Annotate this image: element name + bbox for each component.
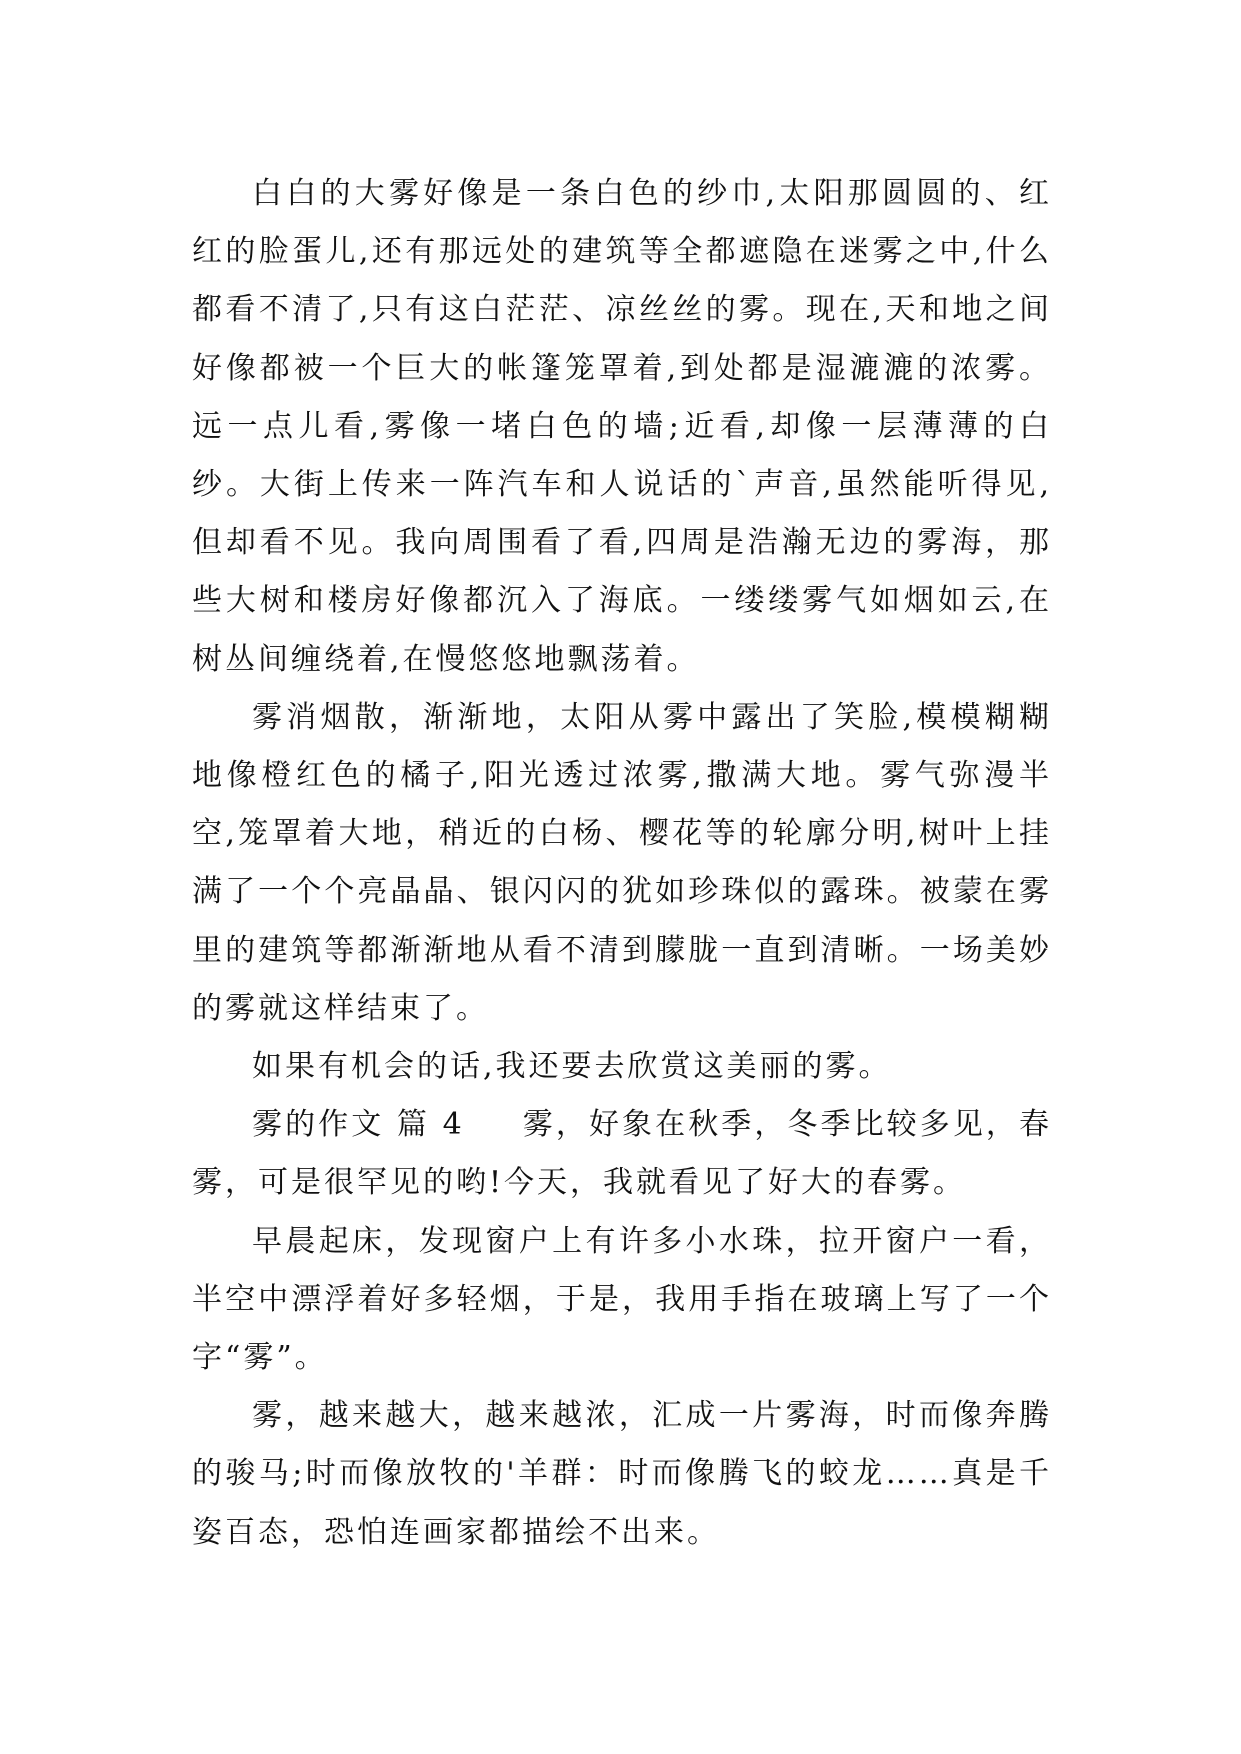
paragraph: 白白的大雾好像是一条白色的纱巾,太阳那圆圆的、红红的脸蛋儿,还有那远处的建筑等全都遮隐在迷雾之中,什么都看不清了,只有这白茫茫、凉丝丝的雾。现在,天和地之间好像都被一个巨大的帐篷笼罩着,到处都是湿漉漉的浓雾。远一点儿看,雾像一堵白色的墙;近看,却像一层薄薄的白纱。大街上传来一阵汽车和人说话的`声音,虽然能听得见,但却看不见。我向周围看了看,四周是浩瀚无边的雾海，那些大树和楼房好像都沉入了海底。一缕缕雾气如烟如云,在树丛间缠绕着,在慢悠悠地飘荡着。 xyxy=(192,176,1052,677)
paragraph: 早晨起床，发现窗户上有许多小水珠，拉开窗户一看，半空中漂浮着好多轻烟，于是，我用手指在玻璃上写了一个字“雾”。 xyxy=(192,1223,1052,1376)
paragraph: 如果有机会的话,我还要去欣赏这美丽的雾。 xyxy=(252,1049,892,1085)
section-first-text: 雾，好象在秋季，冬季比较多见，春雾，可是很罕见的哟!今天，我就看见了好大的春雾。 xyxy=(192,1107,1052,1201)
document-body xyxy=(192,165,1052,1562)
section-heading: 雾的作文 篇 4 xyxy=(252,1107,465,1143)
paragraph: 雾消烟散，渐渐地，太阳从雾中露出了笑脸,模模糊糊地像橙红色的橘子,阳光透过浓雾,撒满大地。雾气弥漫半空,笼罩着大地，稍近的白杨、樱花等的轮廓分明,树叶上挂满了一个个亮晶晶、银闪闪的犹如珍珠似的露珠。被蒙在雾里的建筑等都渐渐地从看不清到朦胧一直到清晰。一场美妙的雾就这样结束了。 xyxy=(192,699,1052,1026)
paragraph: 雾，越来越大，越来越浓，汇成一片雾海，时而像奔腾的骏马;时而像放牧的'羊群：时而像腾飞的蛟龙……真是千姿百态，恐怕连画家都描绘不出来。 xyxy=(192,1398,1052,1550)
section-paragraph xyxy=(192,1096,1052,1212)
